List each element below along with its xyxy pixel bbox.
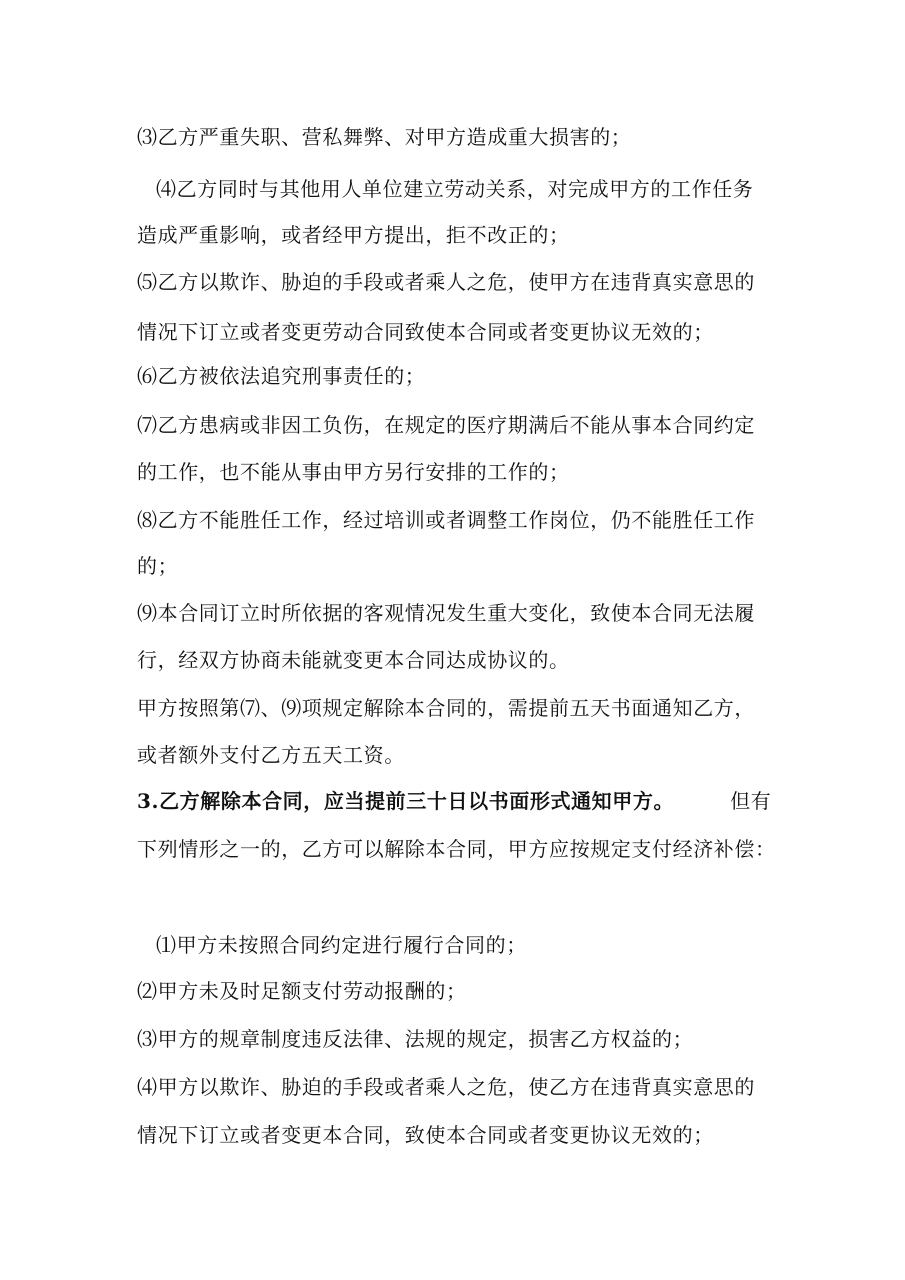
- clause-7-illness-line-1: ⑺乙方患病或非因工负伤，在规定的医疗期满后不能从事本合同约定: [137, 413, 755, 437]
- employee-clause-1-contract-breach: ⑴甲方未按照合同约定进行履行合同的；: [156, 933, 527, 957]
- notice-requirement-line-2: 或者额外支付乙方五天工资。: [137, 743, 405, 767]
- section-3-heading-text: 3.乙方解除本合同，应当提前三十日以书面形式通知甲方。: [137, 789, 675, 813]
- clause-5-fraud-line-2: 情况下订立或者变更劳动合同致使本合同或者变更协议无效的；: [137, 320, 714, 344]
- employee-clause-3-illegal-rules: ⑶甲方的规章制度违反法律、法规的规定，损害乙方权益的；: [137, 1027, 694, 1051]
- clause-9-circumstance-change-line-1: ⑼本合同订立时所依据的客观情况发生重大变化，致使本合同无法履: [137, 601, 755, 625]
- notice-requirement-line-1: 甲方按照第⑺、⑼项规定解除本合同的，需提前五天书面通知乙方，: [137, 696, 755, 720]
- section-3-employee-termination-line-2: 下列情形之一的，乙方可以解除本合同，甲方应按规定支付经济补偿：: [137, 837, 776, 861]
- section-3-employee-termination-line-1: [137, 789, 771, 813]
- clause-6-criminal-liability: ⑹乙方被依法追究刑事责任的；: [137, 364, 426, 388]
- clause-4-dual-employment-line-1: ⑷乙方同时与其他用人单位建立劳动关系，对完成甲方的工作任务: [156, 177, 754, 201]
- employee-clause-4-fraud-line-2: 情况下订立或者变更本合同，致使本合同或者变更协议无效的；: [137, 1123, 714, 1147]
- section-3-but-text: 但有: [730, 789, 772, 813]
- clause-3-serious-misconduct: ⑶乙方严重失职、营私舞弊、对甲方造成重大损害的；: [137, 125, 632, 149]
- clause-7-illness-line-2: 的工作，也不能从事由甲方另行安排的工作的；: [137, 460, 570, 484]
- clause-8-incompetence-line-1: ⑻乙方不能胜任工作，经过培训或者调整工作岗位，仍不能胜任工作: [137, 508, 755, 532]
- clause-5-fraud-line-1: ⑸乙方以欺诈、胁迫的手段或者乘人之危，使甲方在违背真实意思的: [137, 270, 755, 294]
- employee-clause-4-fraud-line-1: ⑷甲方以欺诈、胁迫的手段或者乘人之危，使乙方在违背真实意思的: [137, 1075, 755, 1099]
- clause-8-incompetence-line-2: 的；: [137, 554, 179, 578]
- clause-4-dual-employment-line-2: 造成严重影响，或者经甲方提出，拒不改正的；: [137, 223, 570, 247]
- clause-9-circumstance-change-line-2: 行，经双方协商未能就变更本合同达成协议的。: [137, 648, 570, 672]
- employee-clause-2-unpaid-wages: ⑵甲方未及时足额支付劳动报酬的；: [137, 979, 467, 1003]
